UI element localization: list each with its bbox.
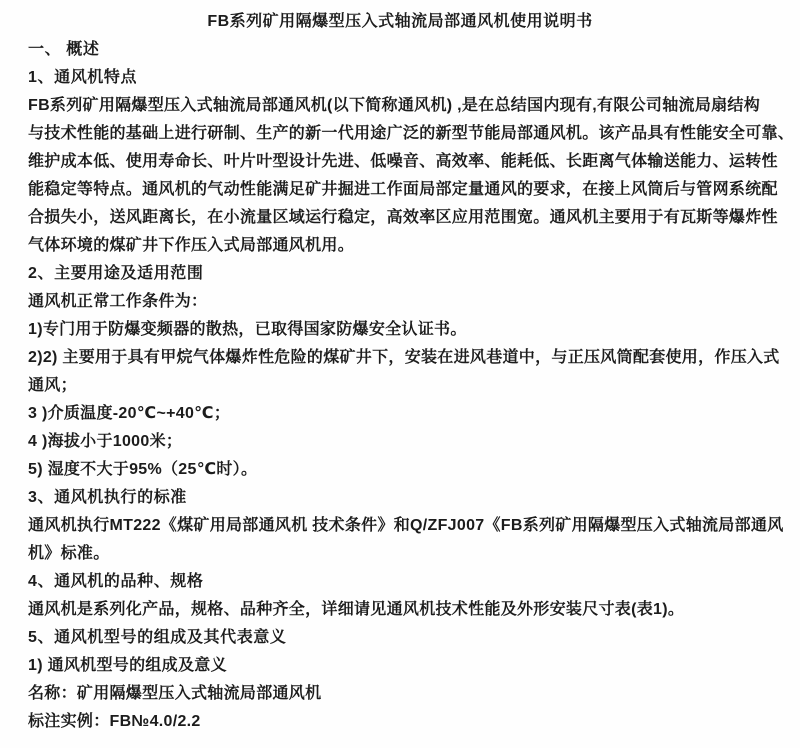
text-line: 1)专门用于防爆变频器的散热，已取得国家防爆安全认证书。	[28, 321, 467, 338]
text-line: 4 )海拔小于1000米；	[28, 433, 183, 450]
text-line: 与技术性能的基础上进行研制、生产的新一代用途广泛的新型节能局部通风机。该产品具有性能安全可靠、	[28, 125, 795, 142]
section-heading: 3、通风机执行的标准	[28, 489, 187, 506]
text-line: FB系列矿用隔爆型压入式轴流局部通风机(以下简称通风机) ,是在总结国内现有,有限公司轴流局扇结构	[28, 97, 761, 114]
text-line: 5) 湿度不大于95%（25℃时）。	[28, 461, 258, 478]
text-line: 通风机是系列化产品，规格、品种齐全，详细请见通风机技术性能及外形安装尺寸表(表1)。	[28, 601, 685, 618]
section-heading: 4、通风机的品种、规格	[28, 573, 204, 590]
text-line: 标注实例：FB№4.0/2.2	[28, 713, 201, 730]
text-line: 通风机执行MT222《煤矿用局部通风机 技术条件》和Q/ZFJ007《FB系列矿用隔爆型压入式轴流局部通风	[28, 517, 784, 534]
section-heading: 2、主要用途及适用范围	[28, 265, 204, 282]
text-line: 3 )介质温度-20℃~+40℃；	[28, 405, 231, 422]
text-line: 机》标准。	[28, 545, 110, 562]
section-heading: 1、通风机特点	[28, 69, 138, 86]
document-title: FB系列矿用隔爆型压入式轴流局部通风机使用说明书	[207, 13, 593, 30]
text-line: 维护成本低、使用寿命长、叶片叶型设计先进、低噪音、高效率、能耗低、长距离气体输送能力、运转性	[28, 153, 778, 170]
text-line: 名称：矿用隔爆型压入式轴流局部通风机	[28, 685, 322, 702]
section-heading: 5、通风机型号的组成及其代表意义	[28, 629, 287, 646]
text-line: 通风；	[28, 377, 77, 394]
text-line: 气体环境的煤矿井下作压入式局部通风机用。	[28, 237, 355, 254]
text-line: 1) 通风机型号的组成及意义	[28, 657, 227, 674]
text-line: 2)2) 主要用于具有甲烷气体爆炸性危险的煤矿井下，安装在进风巷道中，与正压风筒配套使用，作压入式	[28, 349, 780, 366]
section-heading: 一、 概述	[28, 41, 100, 58]
text-line: 能稳定等特点。通风机的气动性能满足矿井掘进工作面局部定量通风的要求，在接上风筒后与管网系统配	[28, 181, 778, 198]
text-line: 通风机正常工作条件为：	[28, 293, 208, 310]
document-body	[18, 36, 795, 736]
text-line: 合损失小，送风距离长，在小流量区域运行稳定，高效率区应用范围宽。通风机主要用于有瓦斯等爆炸性	[28, 209, 778, 226]
